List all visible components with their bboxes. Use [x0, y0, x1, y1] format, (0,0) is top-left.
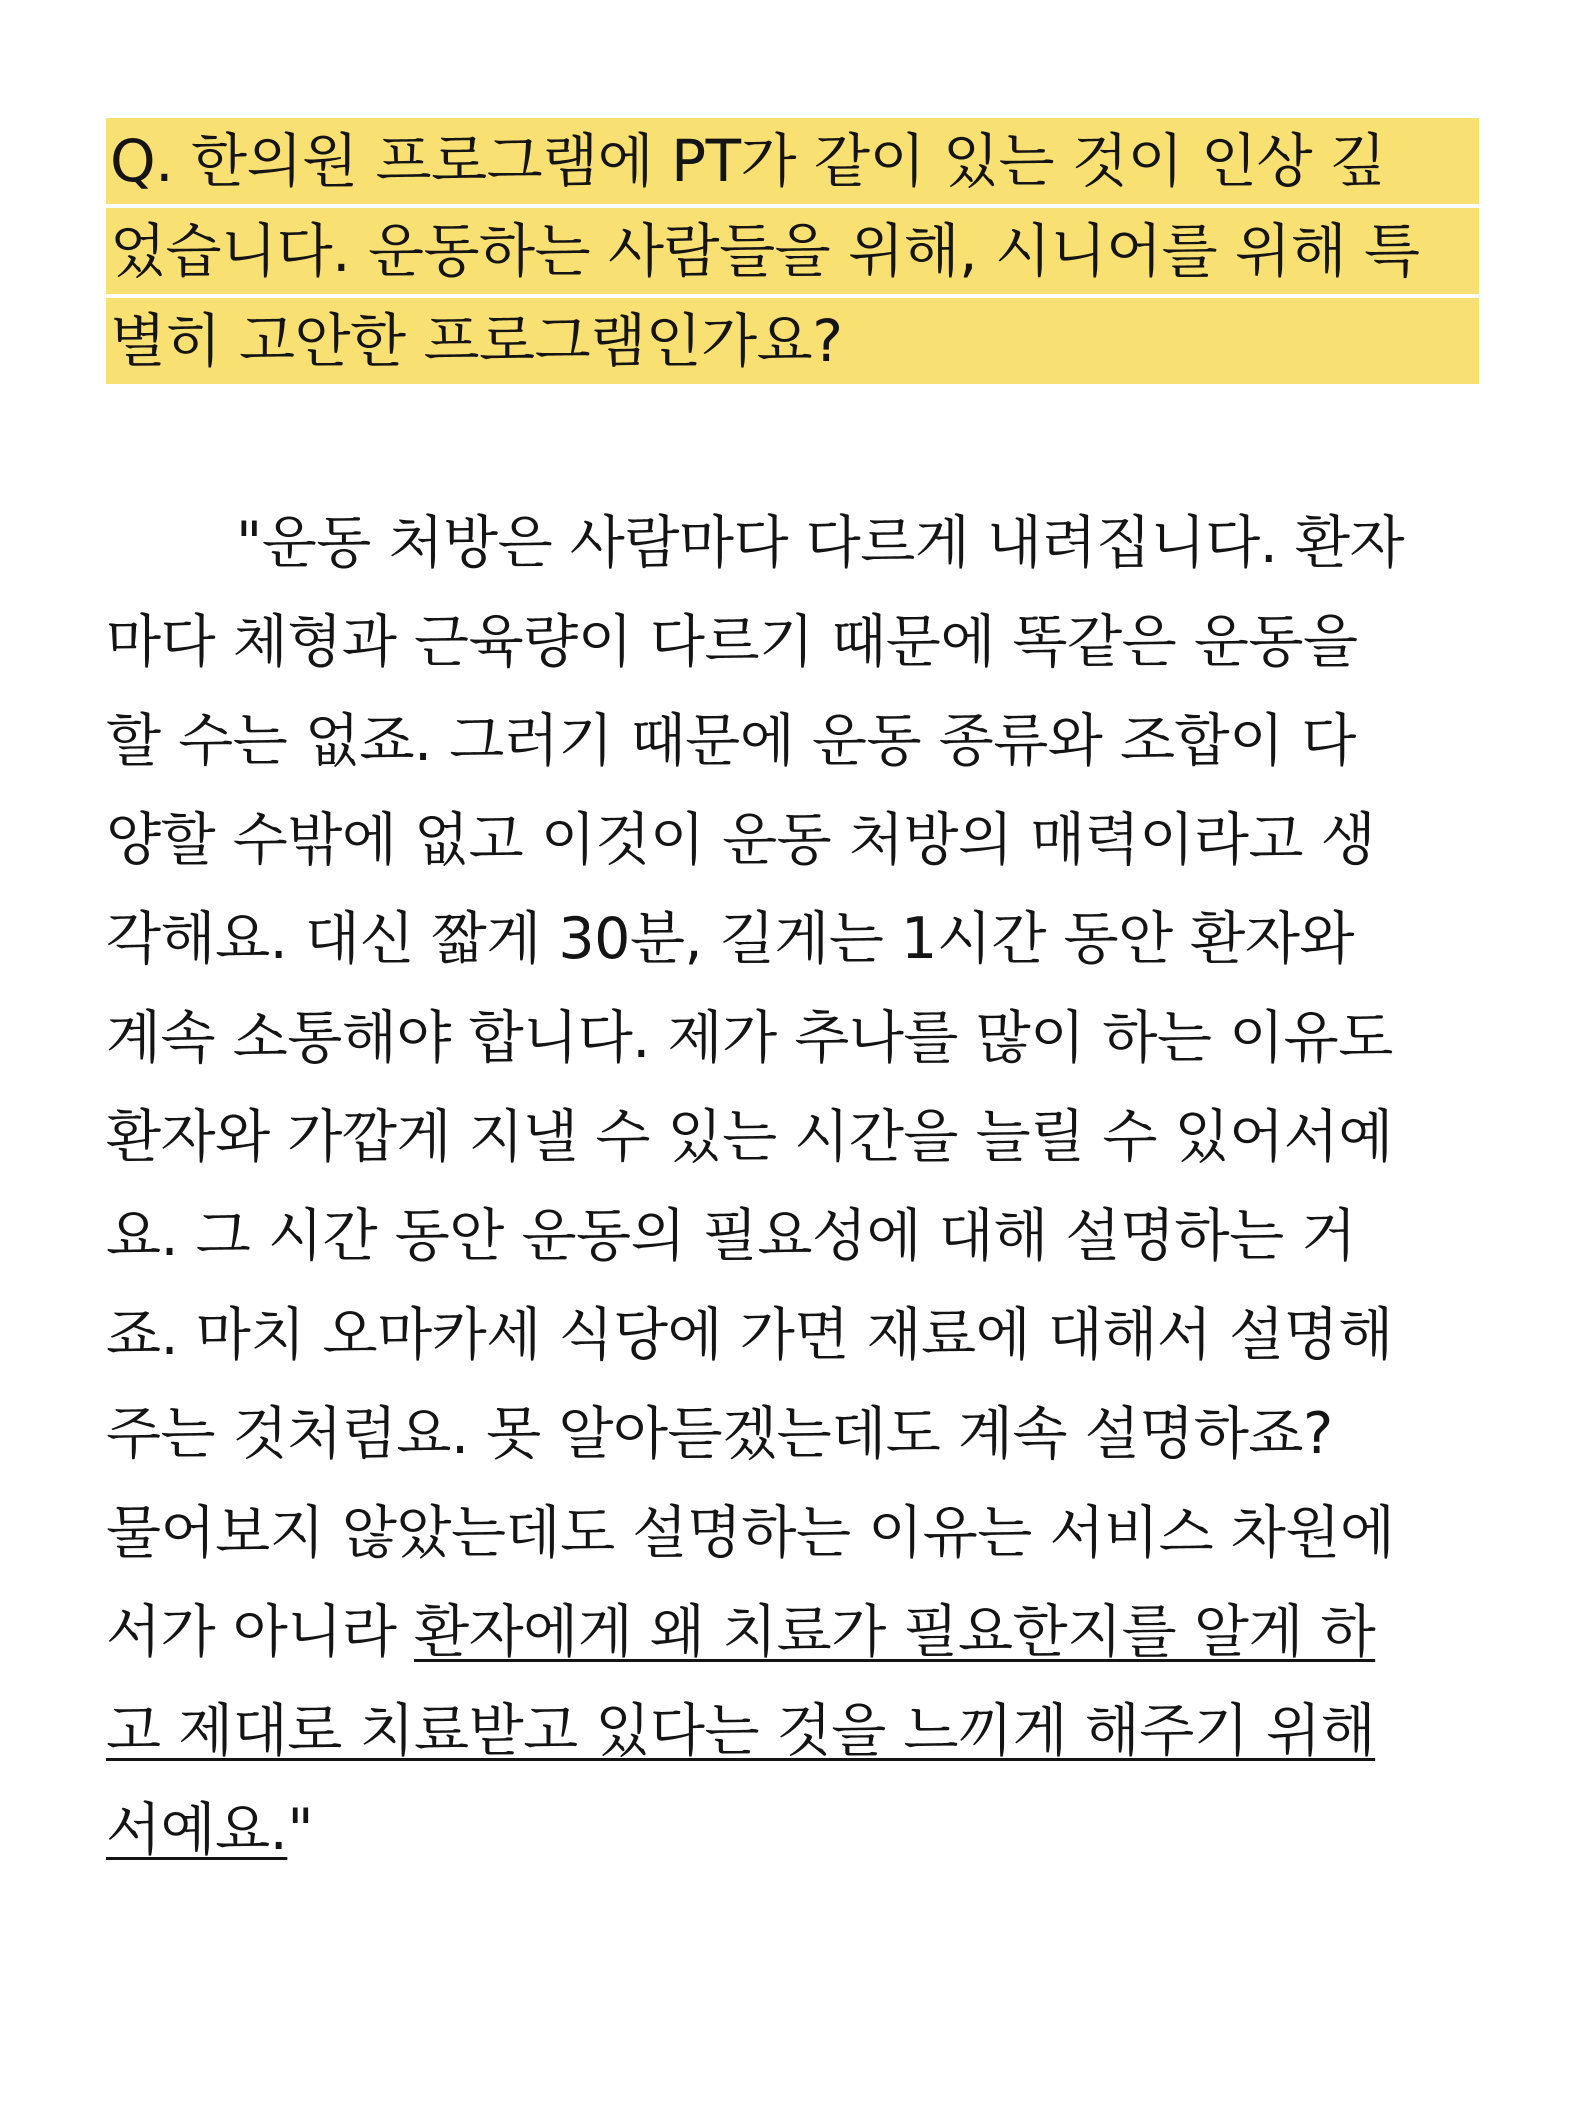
- article-page: [106, 118, 1479, 1880]
- answer-line: "운동 처방은 사람마다 다르게 내려집니다. 환자: [236, 510, 1405, 576]
- answer-line: 계속 소통해야 합니다. 제가 추나를 많이 하는 이유도: [106, 1005, 1393, 1071]
- question-line: 별히 고안한 프로그램인가요?: [106, 298, 1479, 384]
- answer-line: 환자와 가깝게 지낼 수 있는 시간을 늘릴 수 있어서예: [106, 1104, 1393, 1170]
- answer-line-underlined: [106, 1682, 1479, 1781]
- answer-line-mixed: [106, 1583, 1479, 1682]
- question-line: Q. 한의원 프로그램에 PT가 같이 있는 것이 인상 깊: [106, 118, 1479, 204]
- closing-quote: ": [287, 1797, 314, 1863]
- answer-line: 죠. 마치 오마카세 식당에 가면 재료에 대해서 설명해: [106, 1302, 1393, 1368]
- interview-question: [106, 118, 1479, 384]
- answer-line: 각해요. 대신 짧게 30분, 길게는 1시간 동안 환자와: [106, 906, 1354, 972]
- answer-line-final: [106, 1781, 1479, 1880]
- answer-line: 할 수는 없죠. 그러기 때문에 운동 종류와 조합이 다: [106, 708, 1356, 774]
- answer-plain-text: 서가 아니라: [106, 1599, 415, 1665]
- underlined-emphasis: 서예요.: [106, 1797, 288, 1863]
- answer-line: 주는 것처럼요. 못 알아듣겠는데도 계속 설명하죠?: [106, 1401, 1333, 1467]
- answer-line: 양할 수밖에 없고 이것이 운동 처방의 매력이라고 생: [106, 807, 1376, 873]
- underlined-emphasis: 환자에게 왜 치료가 필요한지를 알게 하: [414, 1599, 1376, 1665]
- answer-line: 마다 체형과 근육량이 다르기 때문에 똑같은 운동을: [106, 609, 1358, 675]
- interview-answer: [106, 494, 1479, 1880]
- question-line: 었습니다. 운동하는 사람들을 위해, 시니어를 위해 특: [106, 208, 1479, 294]
- answer-line: 물어보지 않았는데도 설명하는 이유는 서비스 차원에: [106, 1500, 1395, 1566]
- answer-line: 요. 그 시간 동안 운동의 필요성에 대해 설명하는 거: [106, 1203, 1356, 1269]
- underlined-emphasis: 고 제대로 치료받고 있다는 것을 느끼게 해주기 위해: [106, 1698, 1376, 1764]
